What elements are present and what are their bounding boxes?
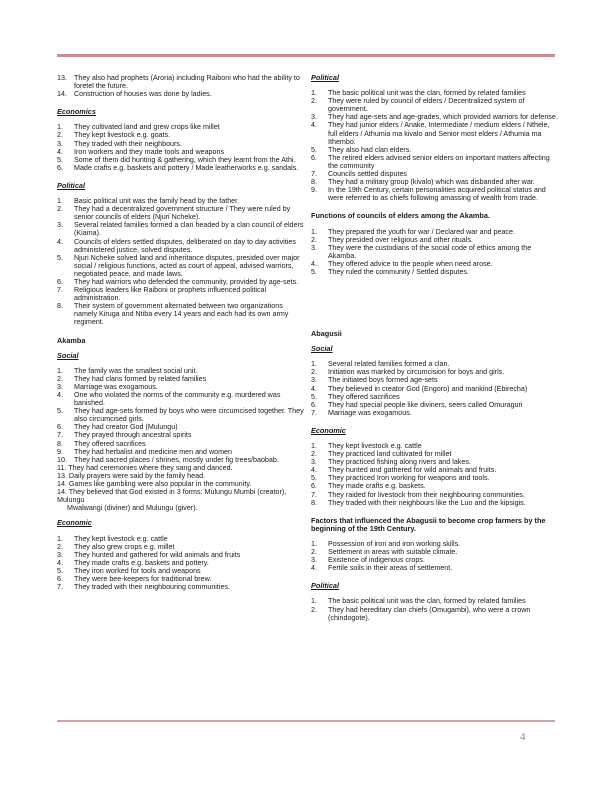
item-text: Iron workers and they made tools and weapons <box>74 147 225 156</box>
item-number: 3. <box>311 243 317 252</box>
factors-heading: Factors that influenced the Abagusii to become crop farmers by the beginning of the 19th Century. <box>311 515 546 533</box>
item-text: Existence of indigenous crops. <box>328 556 425 565</box>
item-number: 7. <box>57 431 63 440</box>
item-text: Some of them did hunting & gathering, which they learnt from the Athi. <box>74 155 296 164</box>
item-number: 1. <box>57 366 63 375</box>
item-text: They traded with their neighbours. <box>74 139 182 148</box>
list-item <box>311 154 558 170</box>
item-number: 5. <box>57 253 63 262</box>
list-item <box>311 458 558 466</box>
item-text: They ruled the community / Settled disputes. <box>328 267 469 276</box>
political-heading: Political <box>57 180 85 190</box>
item-number: 1. <box>311 360 317 369</box>
item-text: They also had clan elders. <box>328 145 412 154</box>
item-text: They kept livestock e.g. goats. <box>74 131 171 140</box>
list-item <box>57 383 305 391</box>
abagusii-social-list <box>311 360 558 417</box>
item-text: They prepared the youth for war / Declared war and peace. <box>328 227 515 236</box>
list-item <box>311 268 558 276</box>
item-number: 2. <box>311 548 317 557</box>
list-item <box>57 221 305 237</box>
item-text: They also grew crops e.g. millet <box>74 542 175 551</box>
item-number: 2. <box>311 450 317 459</box>
list-item <box>311 442 558 450</box>
item-number: 4. <box>311 466 317 475</box>
item-number: 1. <box>311 442 317 450</box>
item-number: 4. <box>311 384 317 393</box>
item-number: 3. <box>311 376 317 385</box>
item-number: 6. <box>57 277 63 286</box>
economics-heading: Economics <box>57 107 96 117</box>
item-text: Initiation was marked by circumcision for boys and girls. <box>328 368 505 377</box>
item-text: They had creator God (Mulungu) <box>74 423 178 432</box>
item-number: 1. <box>57 534 63 543</box>
item-text: They made crafts e.g. baskets. <box>328 482 426 491</box>
list-item <box>311 146 558 154</box>
item-text: They practiced land cultivated for millet <box>328 450 452 459</box>
item-text: Possession of iron and iron working skills. <box>328 539 461 548</box>
item-number: 14. <box>57 90 67 99</box>
list-item <box>311 360 558 368</box>
list-item <box>57 440 305 448</box>
item-text: Several related families formed a clan. <box>328 360 450 369</box>
extra-line: 14. Games like gambling were also popular in the community. <box>57 480 252 489</box>
item-number: 9. <box>311 186 317 195</box>
item-text: In the 19th Century, certain personalities acquired political status and were referred to as chiefs following amassing of wealth from trade. <box>328 186 546 203</box>
list-item <box>311 474 558 482</box>
list-item <box>311 121 558 145</box>
item-text: Fertile soils in their areas of settlement. <box>328 564 453 573</box>
item-text: One who violated the norms of the community e.g. murdered was banished. <box>74 391 281 408</box>
item-text: They raided for livestock from their neighbouring communities. <box>328 490 525 499</box>
list-item <box>311 170 558 178</box>
item-number: 1. <box>57 123 63 132</box>
factors-list <box>311 540 558 572</box>
item-text: They practiced Iron working for weapons and tools. <box>328 474 490 483</box>
list-item <box>311 450 558 458</box>
item-text: They had age-sets and age-grades, which provided warriors for defense. <box>328 113 558 122</box>
list-item <box>57 367 305 375</box>
item-number: 3. <box>311 458 317 467</box>
item-text: Marriage was exogamous. <box>328 408 412 417</box>
right-column <box>311 74 558 632</box>
item-number: 3. <box>57 139 63 148</box>
item-number: 1. <box>311 539 317 548</box>
akamba-social-heading: Social <box>57 350 79 360</box>
political-list <box>57 197 305 327</box>
list-item <box>57 391 305 407</box>
item-text: They hunted and gathered for wild animals and fruits. <box>328 466 497 475</box>
item-number: 6. <box>57 163 63 172</box>
item-number: 4. <box>311 259 317 268</box>
item-text: They offered sacrifices <box>74 439 146 448</box>
item-text: They had warriors who defended the community, provided by age-sets. <box>74 277 299 286</box>
list-item <box>57 559 305 567</box>
item-text: They were ruled by council of elders / Decentralized system of government. <box>328 97 525 114</box>
item-text: They traded with their neighbours like the Luo and the kipsigis. <box>328 498 526 507</box>
abagusii-political-heading: Political <box>311 581 339 591</box>
list-item <box>311 482 558 490</box>
list-item <box>57 431 305 439</box>
list-item <box>311 564 558 572</box>
list-item <box>57 148 305 156</box>
item-number: 2. <box>57 205 63 214</box>
extra-line: 14. They believed that God existed in 3 forms: Mulungu Mumbi (creator), Mulungu <box>57 488 287 505</box>
abagusii-economic-list <box>311 442 558 507</box>
list-item <box>57 164 305 172</box>
list-item <box>57 456 305 464</box>
item-number: 7. <box>311 170 317 179</box>
item-text: They had a military group (kivalo) which was disbanded after war. <box>328 178 535 187</box>
list-item <box>57 535 305 543</box>
item-number: 8. <box>311 178 317 187</box>
item-text: They had hereditary clan chiefs (Omugambi), who were a crown (chindogote). <box>328 605 531 622</box>
item-number: 4. <box>57 147 63 156</box>
item-text: Construction of houses was done by ladies. <box>74 90 212 99</box>
item-number: 4. <box>57 558 63 567</box>
item-number: 2. <box>57 131 63 140</box>
item-text: They practiced fishing along rivers and lakes. <box>328 458 471 467</box>
footer-rule <box>57 720 555 722</box>
list-item <box>311 178 558 186</box>
list-item <box>57 448 305 456</box>
list-item <box>311 244 558 260</box>
item-text: They had clans formed by related families <box>74 374 207 383</box>
item-text: The family was the smallest social unit. <box>74 366 198 375</box>
item-number: 13. <box>57 74 67 82</box>
item-text: Their system of government alternated between two organizations namely Kiruga and Ntiba every 14 years and each had its own army regiment. <box>74 302 289 327</box>
list-item <box>57 375 305 383</box>
item-text: They had sacred places / shrines, mostly under fig trees/baobab. <box>74 455 279 464</box>
list-item <box>311 606 558 622</box>
item-number: 5. <box>311 267 317 276</box>
list-item <box>311 260 558 268</box>
item-number: 1. <box>311 89 317 98</box>
item-number: 3. <box>311 556 317 565</box>
item-text: They offered sacrifices <box>328 392 400 401</box>
akamba-political-list <box>311 89 558 202</box>
item-number: 6. <box>311 153 317 162</box>
item-number: 8. <box>57 439 63 448</box>
item-number: 2. <box>57 374 63 383</box>
item-text: The initiated boys formed age-sets <box>328 376 438 385</box>
item-number: 10. <box>57 455 67 464</box>
list-item <box>57 575 305 583</box>
list-item <box>57 543 305 551</box>
councils-list <box>311 228 558 277</box>
list-item <box>311 499 558 507</box>
akamba-social-extra <box>57 464 305 513</box>
list-item <box>57 156 305 164</box>
list-item <box>57 74 305 90</box>
akamba-political-heading: Political <box>311 73 339 82</box>
item-number: 3. <box>57 221 63 230</box>
list-item <box>57 567 305 575</box>
item-text: They offered advice to the people when need arose. <box>328 259 493 268</box>
list-item <box>311 466 558 474</box>
list-item <box>57 205 305 221</box>
list-item <box>311 97 558 113</box>
item-number: 5. <box>57 407 63 416</box>
header-rule <box>57 54 555 57</box>
list-item <box>311 89 558 97</box>
list-item <box>311 409 558 417</box>
item-number: 7. <box>57 583 63 592</box>
item-text: Basic political unit was the family head by the father. <box>74 197 240 206</box>
item-number: 5. <box>57 155 63 164</box>
list-item <box>57 254 305 278</box>
item-number: 2. <box>311 235 317 244</box>
item-number: 5. <box>311 474 317 483</box>
akamba-economic-heading: Economic <box>57 518 92 528</box>
list-item <box>57 278 305 286</box>
list-item <box>57 302 305 326</box>
list-item <box>311 556 558 564</box>
list-item <box>57 583 305 591</box>
item-text: They had special people like diviners, seers called Omuraguri <box>328 400 523 409</box>
abagusii-political-list <box>311 597 558 621</box>
list-item <box>57 407 305 423</box>
item-text: They cultivated land and grew crops like millet <box>74 123 220 132</box>
list-item <box>311 385 558 393</box>
item-text: They kept livestock e.g. cattle <box>74 534 168 543</box>
item-number: 3. <box>311 113 317 122</box>
item-text: Several related families formed a clan headed by a clan council of elders (Kiama). <box>74 221 304 238</box>
list-item <box>311 548 558 556</box>
economics-list <box>57 123 305 172</box>
item-text: They also had prophets (Aroria) including Raiboni who had the ability to foretel the future. <box>74 74 300 91</box>
abagusii-economic-heading: Economic <box>311 425 346 435</box>
item-number: 1. <box>311 597 317 606</box>
akamba-economic-list <box>57 535 305 592</box>
item-number: 6. <box>57 423 63 432</box>
list-item <box>57 131 305 139</box>
item-text: They traded with their neighbouring communities. <box>74 583 230 592</box>
item-text: They had herbalist and medicine men and women <box>74 447 232 456</box>
list-item <box>57 90 305 98</box>
item-number: 8. <box>57 302 63 311</box>
item-number: 1. <box>311 227 317 236</box>
item-number: 4. <box>57 237 63 246</box>
akamba-social-list <box>57 367 305 464</box>
akamba-heading: Akamba <box>57 335 86 345</box>
item-text: Councils of elders settled disputes, deliberated on day to day activities administered justice, solved disputes. <box>74 237 296 254</box>
item-number: 4. <box>311 121 317 130</box>
item-text: Religious leaders like Raiboni or prophets influenced political administration. <box>74 286 267 303</box>
list-item <box>57 286 305 302</box>
list-item <box>57 423 305 431</box>
extra-line: 11. They had ceremonies where they sang and danced. <box>57 463 233 472</box>
item-number: 2. <box>311 605 317 614</box>
item-number: 6. <box>311 400 317 409</box>
item-number: 8. <box>311 498 317 507</box>
extra-line: 13. Daily prayers were said by the family head. <box>57 471 206 480</box>
left-column <box>57 74 305 601</box>
item-number: 4. <box>57 391 63 399</box>
item-text: They presided over religious and other rituals. <box>328 235 473 244</box>
list-item <box>311 401 558 409</box>
item-number: 2. <box>57 542 63 551</box>
item-number: 6. <box>311 482 317 491</box>
list-item <box>311 540 558 548</box>
item-text: Marriage was exogamous. <box>74 382 158 391</box>
item-text: They iron worked for tools and weapons <box>74 566 201 575</box>
item-number: 2. <box>311 368 317 377</box>
list-item <box>311 376 558 384</box>
item-number: 1. <box>57 197 63 206</box>
item-text: They hunted and gathered for wild animals and fruits <box>74 550 241 559</box>
list-item <box>311 186 558 202</box>
item-text: They prayed through ancestral spirits <box>74 431 192 440</box>
list-item <box>311 368 558 376</box>
item-text: The retired elders advised senior elders on important matters affecting the community <box>328 153 550 170</box>
item-number: 6. <box>57 574 63 583</box>
item-number: 3. <box>57 382 63 391</box>
list-item <box>311 597 558 605</box>
list-item <box>57 197 305 205</box>
item-number: 5. <box>57 566 63 575</box>
councils-heading: Functions of councils of elders among the Akamba. <box>311 211 490 221</box>
item-text: They had junior elders / Anake, Intermediate / medium elders / Nthele, full elders / Athumia ma kivalo and Senior most elders / Athumia ma Ithembo. <box>328 121 550 146</box>
item-text: They were the custodians of the social code of ethics among the Akamba. <box>328 243 532 260</box>
item-text: Njuri Ncheke solved land and inheritance disputes, presided over major social / religious functions, acted as court of appeal, advised warriors, negotiated peace, and made laws. <box>74 253 300 278</box>
list-item <box>311 393 558 401</box>
item-text: They kept livestock e.g. cattle <box>328 442 422 450</box>
item-text: Councils settled disputes <box>328 170 407 179</box>
item-number: 7. <box>57 286 63 295</box>
intro-list <box>57 74 305 98</box>
item-number: 5. <box>311 392 317 401</box>
list-item <box>57 551 305 559</box>
list-item <box>311 491 558 499</box>
item-text: They were bee-keepers for traditional brew. <box>74 574 212 583</box>
list-item <box>57 238 305 254</box>
item-text: Made crafts e.g. baskets and pottery / Made leatherworks e.g. sandals. <box>74 163 299 172</box>
list-item <box>57 123 305 131</box>
item-number: 5. <box>311 145 317 154</box>
list-item <box>311 236 558 244</box>
item-number: 7. <box>311 490 317 499</box>
item-text: The basic political unit was the clan, formed by related families <box>328 89 526 98</box>
abagusii-social-heading: Social <box>311 344 333 354</box>
item-text: Settlement in areas with suitable climate. <box>328 548 458 557</box>
item-number: 2. <box>311 97 317 106</box>
item-text: They had a decentralized government structure / They were ruled by senior councils of elders (Njuri Ncheke). <box>74 205 291 222</box>
abagusii-heading: Abagusii <box>311 329 342 339</box>
item-text: They believed in creator God (Engoro) and mankind (Ebirecha) <box>328 384 528 393</box>
item-text: The basic political unit was the clan, formed by related families <box>328 597 526 606</box>
item-number: 9. <box>57 447 63 456</box>
item-number: 7. <box>311 408 317 417</box>
list-item <box>57 140 305 148</box>
list-item <box>311 228 558 236</box>
extra-line: Mwalwangi (diviner) and Mulungu (giver). <box>67 504 198 513</box>
list-item <box>311 113 558 121</box>
item-text: They made crafts e.g. baskets and pottery. <box>74 558 209 567</box>
item-text: They had age-sets formed by boys who were circumcised together. They also circumcised girls. <box>74 407 304 424</box>
item-number: 3. <box>57 550 63 559</box>
item-number: 4. <box>311 564 317 573</box>
page-number: 4 <box>520 731 526 743</box>
